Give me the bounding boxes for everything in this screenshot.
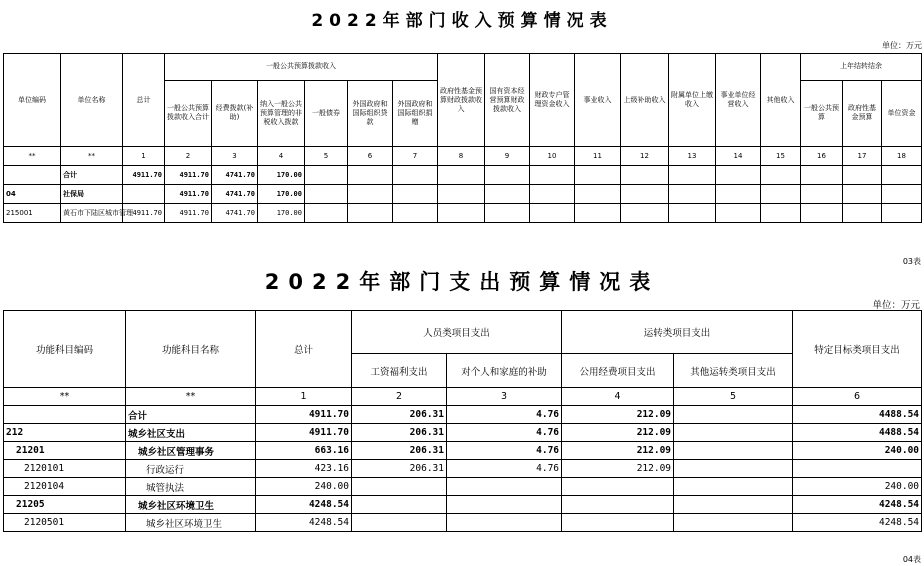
rev-index-cell: 1 [123,147,165,166]
exp-cell-other [674,406,793,424]
rev-header-special-fund: 一般债券 [305,80,348,146]
rev-index-cell: 18 [882,147,922,166]
rev-header-carry-general: 一般公共预算 [801,80,843,146]
exp-cell-total: 4911.70 [256,406,352,424]
exp-cell-code: 212 [4,424,126,442]
revenue-unit-label: 单位：万元 [882,41,922,50]
exp-cell-public: 212.09 [562,442,674,460]
exp-header-name: 功能科目名称 [126,311,256,388]
exp-index-cell: ** [126,388,256,406]
rev-cell-general-sub: 4911.70 [165,185,212,204]
exp-cell-code: 21205 [4,496,126,514]
exp-cell-special [793,460,922,478]
exp-cell-household: 4.76 [447,442,562,460]
rev-header-carry-gov-fund: 政府性基金预算 [843,80,882,146]
exp-cell-name: 合计 [126,406,256,424]
exp-cell-public: 212.09 [562,460,674,478]
exp-cell-total: 423.16 [256,460,352,478]
rev-header-general-group: 一般公共预算拨款收入 [165,54,438,81]
exp-cell-code: 21201 [4,442,126,460]
rev-table-row [4,166,922,185]
rev-index-cell: 13 [669,147,716,166]
exp-cell-total: 4911.70 [256,424,352,442]
exp-cell-salary: 206.31 [352,406,447,424]
rev-cell-general-sub: 4911.70 [165,204,212,223]
rev-header-total: 总计 [123,54,165,147]
exp-table-row [4,442,922,460]
rev-cell-general-sub: 4911.70 [165,166,212,185]
rev-cell-name: 合计 [61,166,123,185]
exp-cell-name: 城乡社区环境卫生 [126,514,256,532]
rev-cell-code: 215001 [4,204,61,223]
rev-header-foreign-loan: 外国政府和国际组织贷款 [348,80,393,146]
rev-header-business-income: 事业收入 [575,54,621,147]
exp-index-cell: 1 [256,388,352,406]
exp-cell-household [447,496,562,514]
rev-index-cell: ** [61,147,123,166]
rev-cell-fee: 170.00 [258,185,305,204]
exp-cell-total: 663.16 [256,442,352,460]
rev-index-cell: 6 [348,147,393,166]
exp-cell-public [562,496,674,514]
rev-cell-funding: 4741.70 [212,185,258,204]
exp-cell-code: 2120501 [4,514,126,532]
exp-index-cell: 6 [793,388,922,406]
exp-cell-other [674,442,793,460]
rev-table-row [4,185,922,204]
expense-title: 2022年部门支出预算情况表 [264,270,660,294]
rev-cell-total [123,185,165,204]
exp-cell-other [674,478,793,496]
rev-index-cell: 11 [575,147,621,166]
rev-index-cell: 12 [621,147,669,166]
exp-cell-public [562,514,674,532]
rev-cell-name: 黄石市下陆区城市管理 [61,204,123,223]
rev-cell-total: 4911.70 [123,166,165,185]
exp-index-cell: ** [4,388,126,406]
rev-header-funding-grant: 经费拨款(补助) [212,80,258,146]
exp-cell-name: 城管执法 [126,478,256,496]
rev-header-unit-code: 单位编码 [4,54,61,147]
rev-header-superior-subsidy: 上级补助收入 [621,54,669,147]
exp-header-household: 对个人和家庭的补助 [447,354,562,388]
exp-cell-other [674,424,793,442]
exp-index-row [4,388,922,406]
rev-header-foreign-grant: 外国政府和国际组织捐赠 [393,80,438,146]
exp-table-row [4,478,922,496]
rev-index-cell: 4 [258,147,305,166]
exp-cell-code [4,406,126,424]
rev-header-carryover-group: 上年结转结余 [801,54,922,81]
exp-cell-household [447,514,562,532]
exp-cell-name: 城乡社区管理事务 [126,442,256,460]
exp-cell-public [562,478,674,496]
exp-header-salary: 工资福利支出 [352,354,447,388]
rev-index-cell: 14 [716,147,761,166]
rev-index-cell: 2 [165,147,212,166]
exp-table-row [4,496,922,514]
rev-header-operating-income: 事业单位经营收入 [716,54,761,147]
exp-table-row [4,460,922,478]
exp-cell-salary [352,514,447,532]
rev-cell-funding: 4741.70 [212,204,258,223]
exp-cell-salary: 206.31 [352,460,447,478]
expense-unit-label: 单位：万元 [872,300,920,311]
rev-cell-name: 社保局 [61,185,123,204]
rev-table-row [4,204,922,223]
rev-cell-code [4,166,61,185]
exp-table-row [4,514,922,532]
exp-cell-household: 4.76 [447,406,562,424]
exp-cell-other [674,514,793,532]
rev-index-cell: 16 [801,147,843,166]
rev-header-fee-income: 纳入一般公共预算管理的非税收入拨款 [258,80,305,146]
rev-index-cell: 15 [761,147,801,166]
exp-cell-name: 城乡社区支出 [126,424,256,442]
expense-footer-label: 04表 [902,555,921,564]
exp-header-public: 公用经费项目支出 [562,354,674,388]
rev-index-cell: ** [4,147,61,166]
rev-header-fiscal-special: 财政专户管理资金收入 [530,54,575,147]
rev-index-cell: 9 [485,147,530,166]
rev-index-cell: 10 [530,147,575,166]
exp-cell-special: 240.00 [793,442,922,460]
exp-index-cell: 5 [674,388,793,406]
exp-cell-special: 4248.54 [793,514,922,532]
rev-header-unit-name: 单位名称 [61,54,123,147]
exp-cell-salary: 206.31 [352,442,447,460]
exp-cell-special: 4488.54 [793,406,922,424]
exp-cell-public: 212.09 [562,406,674,424]
rev-index-row [4,147,922,166]
rev-cell-code: 04 [4,185,61,204]
exp-cell-code: 2120104 [4,478,126,496]
rev-index-cell: 17 [843,147,882,166]
rev-header-gov-fund: 政府性基金预算财政拨款收入 [438,54,485,147]
exp-table-row [4,406,922,424]
exp-cell-special: 240.00 [793,478,922,496]
rev-header-general-sub: 一般公共预算拨款收入合计 [165,80,212,146]
rev-header-subordinate-income: 附属单位上缴收入 [669,54,716,147]
exp-cell-other [674,496,793,514]
exp-cell-name: 行政运行 [126,460,256,478]
exp-cell-public: 212.09 [562,424,674,442]
exp-cell-other [674,460,793,478]
exp-header-total: 总计 [256,311,352,388]
exp-cell-salary [352,496,447,514]
exp-cell-special: 4248.54 [793,496,922,514]
exp-cell-code: 2120101 [4,460,126,478]
exp-cell-total: 240.00 [256,478,352,496]
revenue-title: 2022年部门收入预算情况表 [311,11,613,31]
exp-cell-total: 4248.54 [256,496,352,514]
exp-index-cell: 2 [352,388,447,406]
exp-header-other-op: 其他运转类项目支出 [674,354,793,388]
exp-header-operating: 运转类项目支出 [562,311,793,354]
exp-table-row [4,424,922,442]
exp-cell-salary: 206.31 [352,424,447,442]
exp-cell-special: 4488.54 [793,424,922,442]
rev-header-state-capital: 国有资本经营预算财政拨款收入 [485,54,530,147]
rev-index-cell: 7 [393,147,438,166]
exp-cell-total: 4248.54 [256,514,352,532]
rev-index-cell: 5 [305,147,348,166]
exp-index-cell: 3 [447,388,562,406]
exp-cell-name: 城乡社区环境卫生 [126,496,256,514]
rev-header-carry-unit: 单位资金 [882,80,922,146]
expense-table [3,310,922,532]
exp-cell-household: 4.76 [447,460,562,478]
exp-header-personnel: 人员类项目支出 [352,311,562,354]
exp-cell-household: 4.76 [447,424,562,442]
revenue-table [3,53,922,223]
rev-header-other-income: 其他收入 [761,54,801,147]
rev-index-cell: 3 [212,147,258,166]
rev-cell-fee: 170.00 [258,204,305,223]
exp-header-special: 特定目标类项目支出 [793,311,922,388]
rev-index-cell: 8 [438,147,485,166]
rev-cell-total: 4911.70 [123,204,165,223]
revenue-footer-label: 03表 [902,257,921,266]
rev-cell-fee: 170.00 [258,166,305,185]
rev-cell-funding: 4741.70 [212,166,258,185]
exp-cell-salary [352,478,447,496]
exp-cell-household [447,478,562,496]
exp-header-code: 功能科目编码 [4,311,126,388]
exp-index-cell: 4 [562,388,674,406]
